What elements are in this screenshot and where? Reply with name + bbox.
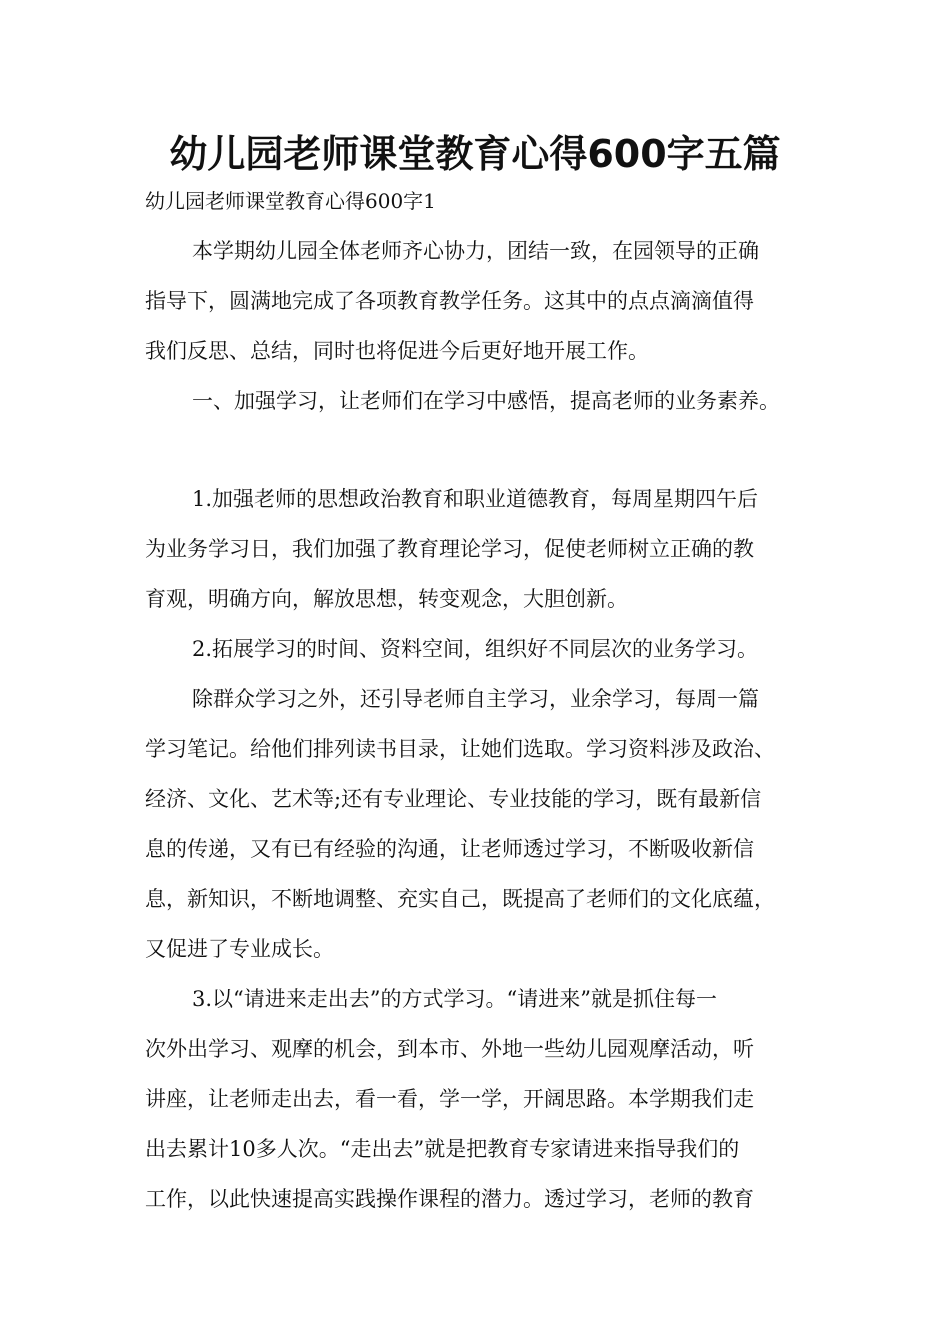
paragraph-line: 次外出学习、观摩的机会，到本市、外地一些幼儿园观摩活动，听 — [145, 1037, 754, 1061]
paragraph-line: 本学期幼儿园全体老师齐心协力，团结一致，在园领导的正确 — [192, 239, 759, 263]
paragraph-line: 为业务学习日，我们加强了教育理论学习，促使老师树立正确的教 — [145, 537, 754, 561]
paragraph-line: 学习笔记。给他们排列读书目录，让她们选取。学习资料涉及政治、 — [145, 737, 775, 761]
paragraph-line: 1.加强老师的思想政治教育和职业道德教育，每周星期四午后 — [192, 487, 759, 511]
paragraph-line: 工作，以此快速提高实践操作课程的潜力。透过学习，老师的教育 — [145, 1187, 754, 1211]
paragraph-line: 2.拓展学习的时间、资料空间，组织好不同层次的业务学习。 — [192, 637, 759, 661]
document-subtitle: 幼儿园老师课堂教育心得600字1 — [145, 189, 436, 213]
paragraph-line: 又促进了专业成长。 — [145, 937, 334, 961]
paragraph-line: 讲座，让老师走出去，看一看，学一学，开阔思路。本学期我们走 — [145, 1087, 754, 1111]
paragraph-line: 3.以“请进来走出去”的方式学习。“请进来”就是抓住每一 — [192, 987, 717, 1011]
section-heading: 一、加强学习，让老师们在学习中感悟，提高老师的业务素养。 — [192, 389, 780, 413]
paragraph-line: 经济、文化、艺术等;还有专业理论、专业技能的学习，既有最新信 — [145, 787, 762, 811]
paragraph-line: 指导下，圆满地完成了各项教育教学任务。这其中的点点滴滴值得 — [145, 289, 754, 313]
paragraph-line: 育观，明确方向，解放思想，转变观念，大胆创新。 — [145, 587, 628, 611]
paragraph-line: 我们反思、总结，同时也将促进今后更好地开展工作。 — [145, 339, 649, 363]
paragraph-line: 除群众学习之外，还引导老师自主学习，业余学习，每周一篇 — [192, 687, 759, 711]
paragraph-line: 息，新知识，不断地调整、充实自己，既提高了老师们的文化底蕴， — [145, 887, 775, 911]
paragraph-line: 息的传递，又有已有经验的沟通，让老师透过学习，不断吸收新信 — [145, 837, 754, 861]
document-title: 幼儿园老师课堂教育心得600字五篇 — [169, 132, 781, 176]
paragraph-line: 出去累计10多人次。“走出去”就是把教育专家请进来指导我们的 — [145, 1137, 740, 1161]
